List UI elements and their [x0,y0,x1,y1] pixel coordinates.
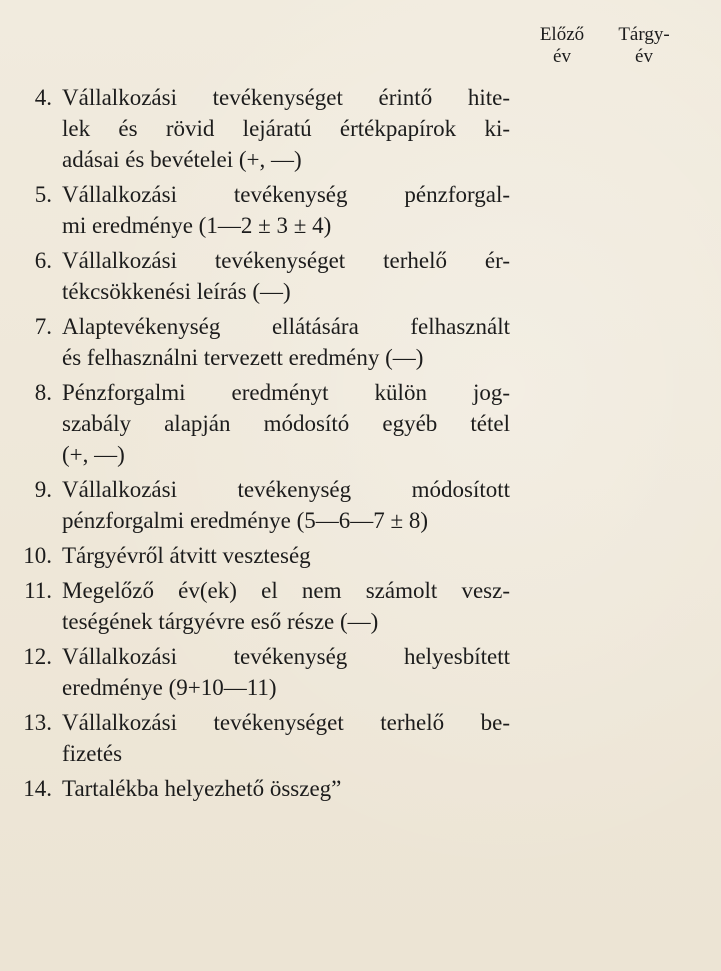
item-text-line: (+, —) [62,442,125,467]
item-text-line: Megelőző év(ek) el nem számolt vesz- [62,578,510,603]
item-list [0,82,721,808]
item-text [62,245,510,307]
item-text [62,179,510,241]
list-item [0,773,721,804]
item-text-line: Vállalkozási tevékenység helyesbített [62,644,510,669]
item-text [62,82,510,175]
column-header-previous-year [530,24,594,68]
item-text [62,540,510,571]
item-text [62,474,510,536]
item-number: 11. [24,578,52,603]
item-text-line: Vállalkozási tevékenységet érintő hite- [62,85,510,110]
column-header-previous-year-line1: Előző [539,24,585,45]
item-text [62,707,510,769]
item-number: 10. [23,543,52,568]
item-text-line: fizetés [62,741,123,766]
item-text-line: adásai és bevételei (+, —) [62,147,302,172]
column-header-current-year [608,24,680,68]
list-item [0,377,721,470]
list-item [0,575,721,637]
item-number: 12. [23,644,52,669]
item-text-line: szabály alapján módosító egyéb tétel [62,411,510,436]
item-number: 14. [23,776,52,801]
item-text-line: Tartalékba helyezhető összeg” [62,776,342,801]
item-text-line: Vállalkozási tevékenységet terhelő ér- [62,248,510,273]
item-text-line: Alaptevékenység ellátására felhasznált [62,314,510,339]
item-text-line: és felhasználni tervezett eredmény (—) [62,345,424,370]
list-item [0,311,721,373]
item-text-line: teségének tárgyévre eső része (—) [62,609,379,634]
list-item [0,82,721,175]
item-text [62,575,510,637]
item-text [62,377,510,470]
list-item [0,707,721,769]
list-item [0,540,721,571]
item-text [62,311,510,373]
item-text-line: pénzforgalmi eredménye (5—6—7 ± 8) [62,508,429,533]
item-text-line: mi eredménye (1—2 ± 3 ± 4) [62,213,332,238]
item-text-line: Tárgyévről átvitt veszteség [62,543,311,568]
item-text-line: lek és rövid lejáratú értékpapírok ki- [62,116,510,141]
item-number: 13. [23,710,52,735]
item-text-line: Pénzforgalmi eredményt külön jog- [62,380,510,405]
item-text-line: Vállalkozási tevékenység módosított [62,477,510,502]
item-number: 5. [34,182,52,207]
item-text [62,641,510,703]
list-item [0,641,721,703]
item-text-line: tékcsökkenési leírás (—) [62,279,291,304]
list-item [0,245,721,307]
item-text-line: eredménye (9+10—11) [62,675,277,700]
item-text-line: Vállalkozási tevékenységet terhelő be- [62,710,510,735]
column-header-previous-year-line2: év [553,46,571,67]
item-text [62,773,510,804]
item-number: 4. [34,85,52,110]
item-number: 7. [34,314,52,339]
column-header-current-year-line1: Tárgy- [618,24,670,45]
list-item [0,474,721,536]
item-number: 8. [34,380,52,405]
column-header-current-year-line2: év [635,46,653,67]
item-number: 9. [34,477,52,502]
item-text-line: Vállalkozási tevékenység pénzforgal- [62,182,510,207]
list-item [0,179,721,241]
item-number: 6. [34,248,52,273]
